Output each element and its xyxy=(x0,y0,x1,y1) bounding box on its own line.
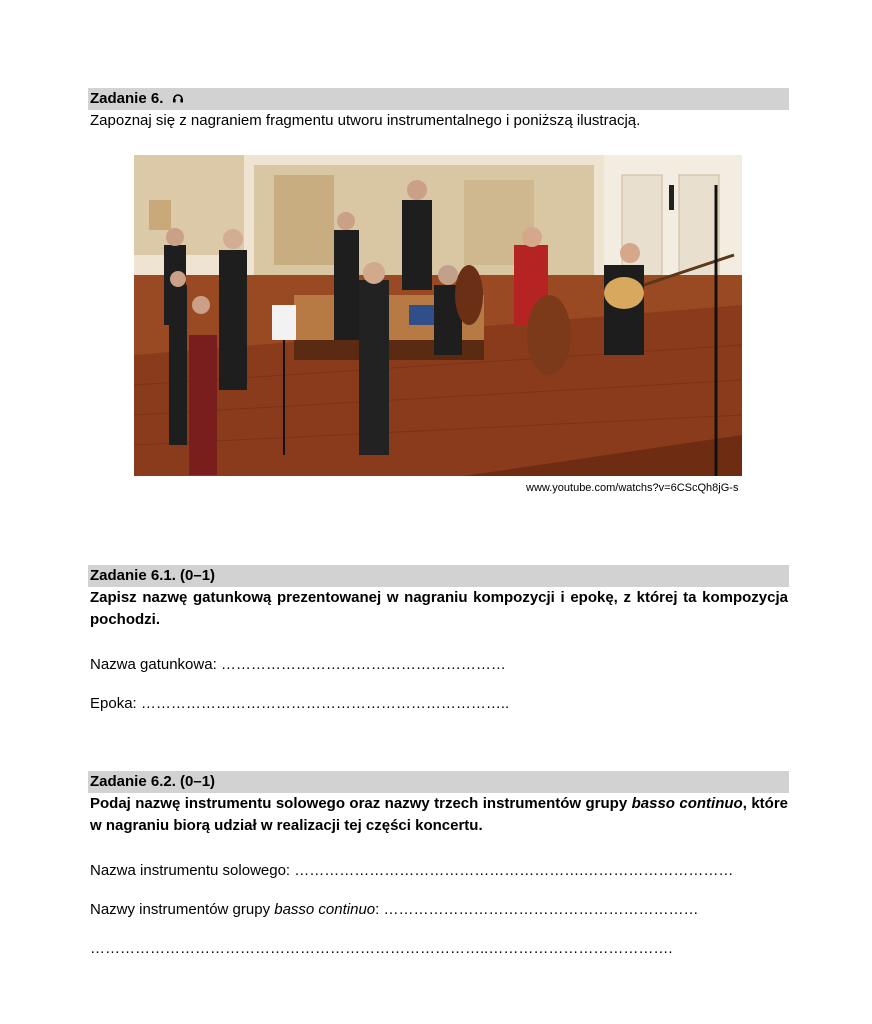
epoch-answer-line xyxy=(90,693,790,715)
genre-answer-field[interactable]: ………………………………………………… xyxy=(220,656,506,673)
task-6-2-instruction-italic: basso continuo xyxy=(631,795,743,812)
continuo-label-2: : xyxy=(375,901,384,918)
task-6-2-instruction xyxy=(90,793,788,837)
task-6-intro: Zapoznaj się z nagraniem fragmentu utworu instrumentalnego i poniższą ilustracją. xyxy=(90,112,641,129)
epoch-label: Epoka: xyxy=(90,695,141,712)
continuo-answer-line xyxy=(90,899,790,921)
task-6-2-heading: Zadanie 6.2. (0–1) xyxy=(88,771,789,793)
image-caption: www.youtube.com/watchs?v=6CScQh8jG-s xyxy=(526,482,739,494)
continuo-label-1: Nazwy instrumentów grupy xyxy=(90,901,275,918)
extra-answer-field[interactable]: ……………………………………………………………………..………………………………. xyxy=(90,940,673,957)
task-6-heading: Zadanie 6. xyxy=(90,90,164,107)
continuo-answer-field[interactable]: ……………………………………………………… xyxy=(383,901,699,918)
genre-label: Nazwa gatunkowa: xyxy=(90,656,221,673)
task-6-2-instruction-part2: , które w nagraniu biorą udział w realizacji tej części koncertu. xyxy=(90,795,788,834)
task-6-1-instruction: Zapisz nazwę gatunkową prezentowanej w nagraniu kompozycji i epokę, z której ta kompozycja pochodzi. xyxy=(90,589,788,628)
genre-answer-line xyxy=(90,654,790,676)
concert-photo xyxy=(134,155,742,476)
epoch-answer-field[interactable]: ……………………………………………………………….. xyxy=(140,695,510,712)
solo-answer-line xyxy=(90,860,790,882)
task-6-1-heading: Zadanie 6.1. (0–1) xyxy=(88,565,789,587)
task-6-heading-bar xyxy=(88,88,789,110)
headphones-icon xyxy=(172,92,184,104)
task-6-2-instruction-part1: Podaj nazwę instrumentu solowego oraz nazwy trzech instrumentów grupy xyxy=(90,795,632,812)
solo-answer-field[interactable]: ………………………………………………….………………………… xyxy=(294,862,734,879)
solo-label: Nazwa instrumentu solowego: xyxy=(90,862,295,879)
continuo-label-italic: basso continuo xyxy=(274,901,376,918)
